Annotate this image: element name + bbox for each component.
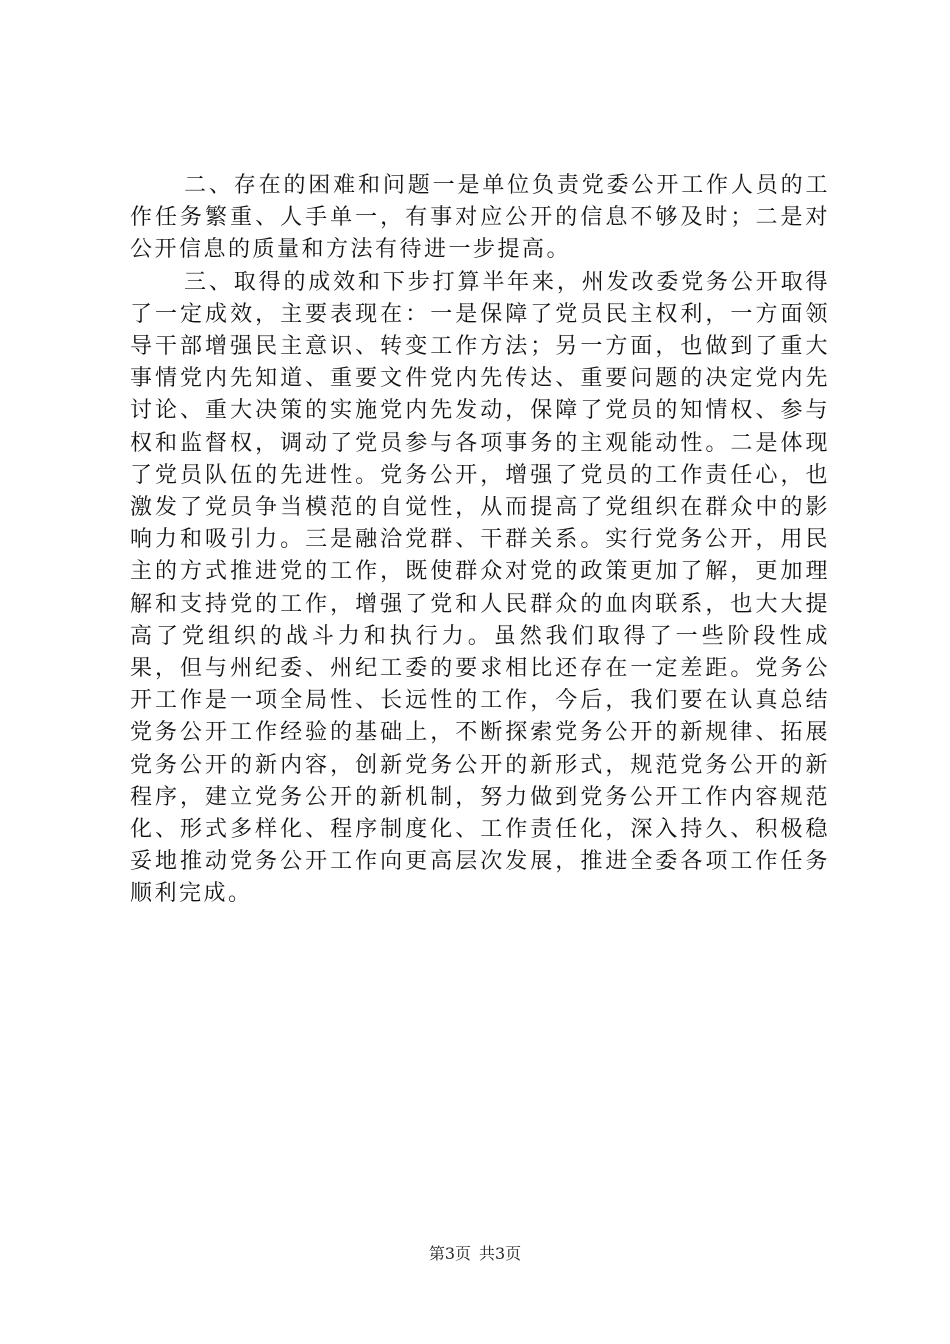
page-number: 第3页 (428, 1244, 471, 1263)
page-total: 共3页 (479, 1244, 522, 1263)
paragraph-achievements: 三、取得的成效和下步打算半年来，州发改委党务公开取得了一定成效，主要表现在：一是保障了党员民主权利，一方面领导干部增强民主意识、转变工作方法；另一方面，也做到了重大事情党内先知道、重要文件党内先传达、重要问题的决定党内先讨论、重大决策的实施党内先发动，保障了党员的知情权、参与权和监督权，调动了党员参与各项事务的主观能动性。二是体现了党员队伍的先进性。党务公开，增强了党员的工作责任心，也激发了党员争当模范的自觉性，从而提高了党组织在群众中的影响力和吸引力。三是融洽党群、干群关系。实行党务公开，用民主的方式推进党的工作，既使群众对党的政策更加了解，更加理解和支持党的工作，增强了党和人民群众的血肉联系，也大大提高了党组织的战斗力和执行力。虽然我们取得了一些阶段性成果，但与州纪委、州纪工委的要求相比还存在一定差距。党务公开工作是一项全局性、长远性的工作，今后，我们要在认真总结党务公开工作经验的基础上，不断探索党务公开的新规律、拓展党务公开的新内容，创新党务公开的新形式，规范党务公开的新程序，建立党务公开的新机制，努力做到党务公开工作内容规范化、形式多样化、程序制度化、工作责任化，深入持久、积极稳妥地推动党务公开工作向更高层次发展，推进全委各项工作任务顺利完成。 (130, 269, 830, 907)
document-body (130, 170, 830, 911)
page-footer (0, 1244, 950, 1264)
paragraph-difficulties: 二、存在的困难和问题一是单位负责党委公开工作人员的工作任务繁重、人手单一，有事对应公开的信息不够及时；二是对公开信息的质量和方法有待进一步提高。 (130, 173, 830, 263)
